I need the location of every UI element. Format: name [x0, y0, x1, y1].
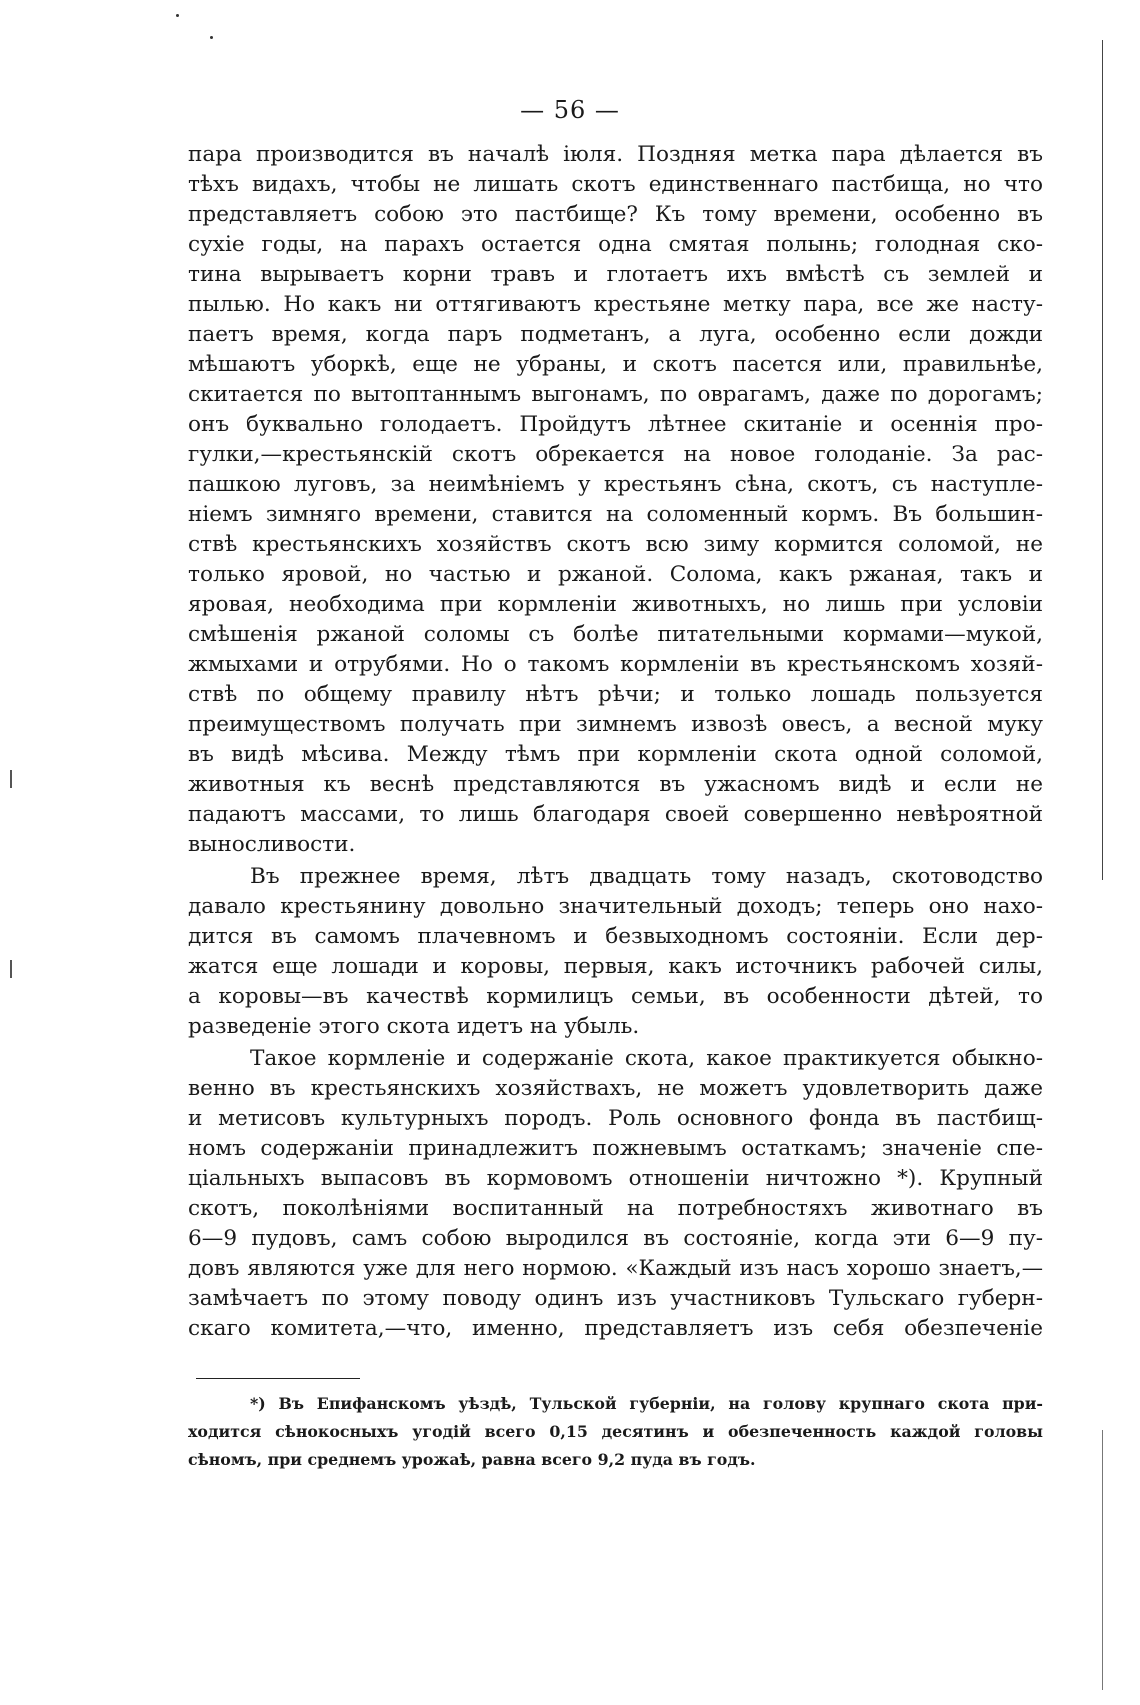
- text-line: разведеніе этого скота идетъ на убыль.: [188, 1014, 640, 1039]
- text-line: жатся еще лошади и коровы, первыя, какъ источникъ рабочей силы,: [188, 954, 1043, 979]
- text-line: ствѣ крестьянскихъ хозяйствъ скотъ всю зиму кормится соломой, не: [188, 532, 1043, 557]
- text-line: сухіе годы, на парахъ остается одна смятая полынь; голодная ско-: [188, 232, 1043, 257]
- text-line: падаютъ массами, то лишь благодаря своей совершенно невѣроятной: [188, 802, 1043, 827]
- footnote-divider: [196, 1378, 360, 1379]
- text-line: онъ буквально голодаетъ. Пройдутъ лѣтнее скитаніе и осеннія про-: [188, 412, 1043, 437]
- footnote-line: ходится сѣнокосныхъ угодій всего 0,15 десятинъ и обезпеченность каждой головы: [188, 1422, 1043, 1441]
- text-line: и метисовъ культурныхъ породъ. Роль основного фонда въ пастбищ-: [188, 1106, 1043, 1131]
- text-line: мѣшаютъ уборкѣ, еще не убраны, и скотъ пасется или, правильнѣе,: [188, 352, 1043, 377]
- margin-scan-line: [1102, 40, 1103, 880]
- text-line: жмыхами и отрубями. Но о такомъ кормленіи въ крестьянскомъ хозяй-: [188, 652, 1043, 677]
- text-line: замѣчаетъ по этому поводу одинъ изъ участниковъ Тульскаго губерн-: [188, 1286, 1043, 1311]
- text-line: а коровы—въ качествѣ кормилицъ семьи, въ особенности дѣтей, то: [188, 984, 1043, 1009]
- paragraph-2: [188, 862, 1043, 1042]
- text-line: Въ прежнее время, лѣтъ двадцать тому назадъ, скотоводство: [250, 864, 1043, 889]
- text-line: ствѣ по общему правилу нѣтъ рѣчи; и только лошадь пользуется: [188, 682, 1043, 707]
- text-line: давало крестьянину довольно значительный доходъ; теперь оно нахо-: [188, 894, 1043, 919]
- scan-tick-mark: [10, 770, 12, 788]
- text-line: паетъ время, когда паръ подметанъ, а луга, особенно если дожди: [188, 322, 1043, 347]
- text-line: гулки,—крестьянскій скотъ обрекается на новое голоданіе. За рас-: [188, 442, 1043, 467]
- footnote: [188, 1390, 1043, 1474]
- text-line: дится въ самомъ плачевномъ и безвыходномъ состояніи. Если дер-: [188, 924, 1043, 949]
- text-line: венно въ крестьянскихъ хозяйствахъ, не можетъ удовлетворить даже: [188, 1076, 1043, 1101]
- scan-speck: [210, 36, 213, 39]
- text-line: тина вырываетъ корни травъ и глотаетъ ихъ вмѣстѣ съ землей и: [188, 262, 1043, 287]
- paragraph-1: [188, 140, 1043, 860]
- text-line: преимуществомъ получать при зимнемъ извозѣ овесъ, а весной муку: [188, 712, 1043, 737]
- body-text: [188, 140, 1043, 1344]
- text-line: выносливости.: [188, 832, 356, 857]
- scan-tick-mark: [10, 960, 12, 978]
- text-line: смѣшенія ржаной соломы съ болѣе питательными кормами—мукой,: [188, 622, 1043, 647]
- text-line: довъ являются уже для него нормою. «Каждый изъ насъ хорошо знаетъ,—: [188, 1256, 1043, 1281]
- text-line: скитается по вытоптаннымъ выгонамъ, по оврагамъ, даже по дорогамъ;: [188, 382, 1043, 407]
- text-line: пылью. Но какъ ни оттягиваютъ крестьяне метку пара, все же насту-: [188, 292, 1043, 317]
- text-line: представляетъ собою это пастбище? Къ тому времени, особенно въ: [188, 202, 1043, 227]
- text-line: скотъ, поколѣніями воспитанный на потребностяхъ животнаго въ: [188, 1196, 1043, 1221]
- text-line: животныя къ веснѣ представляются въ ужасномъ видѣ и если не: [188, 772, 1043, 797]
- text-line: скаго комитета,—что, именно, представляетъ изъ себя обезпеченіе: [188, 1316, 1043, 1341]
- footnote-line: *) Въ Епифанскомъ уѣздѣ, Тульской губерніи, на голову крупнаго скота при-: [250, 1394, 1043, 1413]
- text-line: Такое кормленіе и содержаніе скота, какое практикуется обыкно-: [250, 1046, 1043, 1071]
- text-line: пашкою луговъ, за неимѣніемъ у крестьянъ сѣна, скотъ, съ наступле-: [188, 472, 1043, 497]
- text-line: пара производится въ началѣ іюля. Поздняя метка пара дѣлается въ: [188, 142, 1043, 167]
- text-line: ціальныхъ выпасовъ въ кормовомъ отношеніи ничтожно *). Крупный: [188, 1166, 1043, 1191]
- paragraph-3: [188, 1044, 1043, 1344]
- text-line: 6—9 пудовъ, самъ собою выродился въ состояніе, когда эти 6—9 пу-: [188, 1226, 1043, 1251]
- scan-speck: [176, 14, 179, 17]
- footnote-line: сѣномъ, при среднемъ урожаѣ, равна всего 9,2 пуда въ годъ.: [188, 1450, 756, 1469]
- text-line: яровая, необходима при кормленіи животныхъ, но лишь при условіи: [188, 592, 1043, 617]
- text-line: тѣхъ видахъ, чтобы не лишать скотъ единственнаго пастбища, но что: [188, 172, 1043, 197]
- margin-scan-line-lower: [1102, 1430, 1103, 1690]
- text-line: въ видѣ мѣсива. Между тѣмъ при кормленіи скота одной соломой,: [188, 742, 1043, 767]
- text-line: ніемъ зимняго времени, ставится на соломенный кормъ. Въ большин-: [188, 502, 1043, 527]
- text-line: номъ содержаніи принадлежитъ пожневымъ остаткамъ; значеніе спе-: [188, 1136, 1043, 1161]
- text-line: только яровой, но частью и ржаной. Солома, какъ ржаная, такъ и: [188, 562, 1043, 587]
- page-number: — 56 —: [520, 96, 620, 124]
